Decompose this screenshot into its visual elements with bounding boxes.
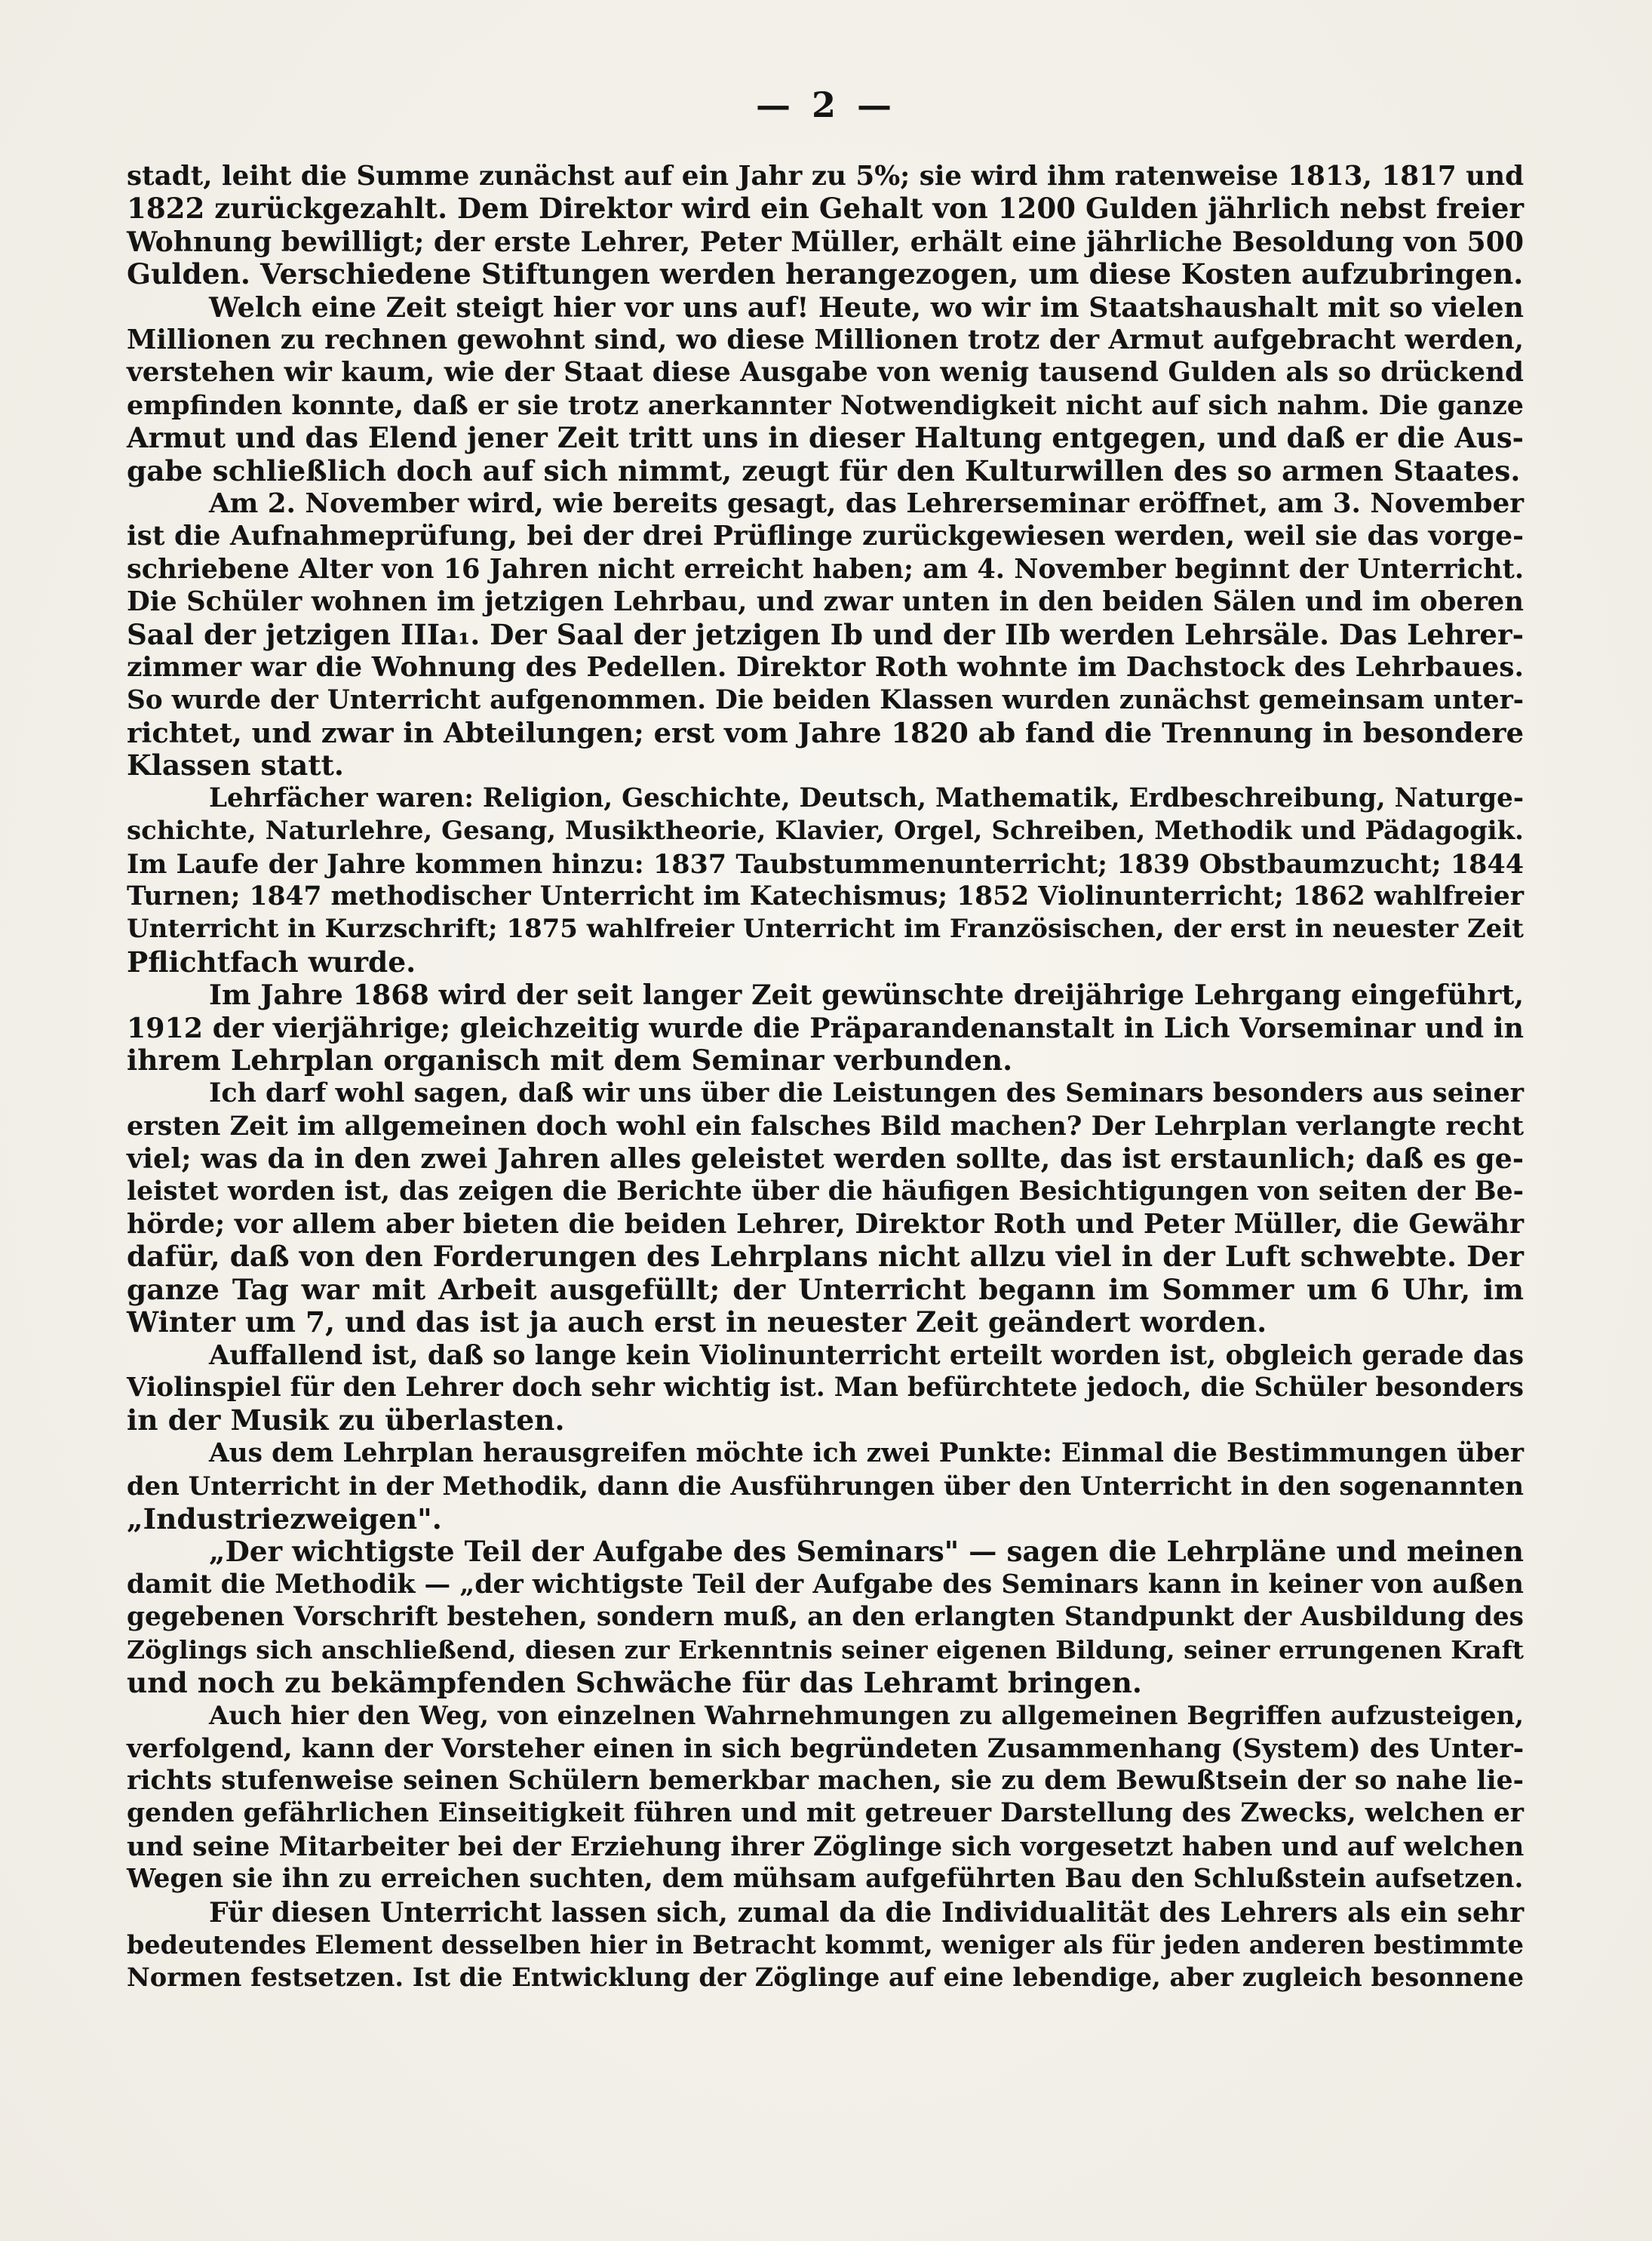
text-line: Millionen zu rechnen gewohnt sind, wo diese Millionen trotz der Armut aufgebracht werden, [127,324,1524,356]
text-line: empfinden konnte, daß er sie trotz anerkannter Notwendigkeit nicht auf sich nahm. Die ganze [127,389,1524,421]
text-line: Ich darf wohl sagen, daß wir uns über die Leistungen des Seminars besonders aus seiner [209,1077,1525,1109]
text-line: Die Schüler wohnen im jetzigen Lehrbau, und zwar unten in den beiden Sälen und im oberen [127,586,1524,618]
text-line: zimmer war die Wohnung des Pedellen. Direktor Roth wohnte im Dachstock des Lehrbaues. [127,651,1524,684]
text-line: 1822 zurückgezahlt. Dem Direktor wird ein Gehalt von 1200 Gulden jährlich nebst freier [127,192,1524,226]
text-line: ersten Zeit im allgemeinen doch wohl ein falsches Bild machen? Der Lehrplan verlangte recht [127,1110,1524,1142]
text-line: verfolgend, kann der Vorsteher einen in sich begründeten Zusammenhang (System) des Unter- [127,1732,1525,1764]
text-line: leistet worden ist, das zeigen die Berichte über die häufigen Besichtigungen von seiten der Be- [127,1176,1524,1207]
text-line: Welch eine Zeit steigt hier vor uns auf! Heute, wo wir im Staatshaushalt mit so vielen [209,290,1524,324]
text-line: den Unterricht in der Methodik, dann die Ausführungen über den Unterricht in den sogenannten [127,1471,1524,1502]
text-line: Winter um 7, und das ist ja auch erst in neuester Zeit geändert worden. [127,1305,1267,1339]
text-line: gegebenen Vorschrift bestehen, sondern muß, an den erlangten Standpunkt der Ausbildung des [127,1601,1524,1632]
body-text [127,160,1524,1994]
text-line: dafür, daß von den Forderungen des Lehrplans nicht allzu viel in der Luft schwebte. Der [127,1240,1524,1274]
page-number: — 2 — [755,85,897,125]
text-line: viel; was da in den zwei Jahren alles geleistet werden sollte, das ist erstaunlich; daß es ge- [127,1142,1524,1176]
text-line: Klassen statt. [127,749,344,782]
text-line: Im Laufe der Jahre kommen hinzu: 1837 Taubstummenunterricht; 1839 Obstbaumzucht; 1844 [127,848,1524,880]
text-line: „Industriezweigen". [127,1502,442,1536]
text-line: Violinspiel für den Lehrer doch sehr wichtig ist. Man befürchtete jedoch, die Schüler besonders [127,1373,1524,1403]
text-line: Wohnung bewilligt; der erste Lehrer, Peter Müller, erhält eine jährliche Besoldung von 500 [127,225,1524,258]
text-line: Turnen; 1847 methodischer Unterricht im Katechismus; 1852 Violinunterricht; 1862 wahlfreier [127,881,1524,911]
text-line: gabe schließlich doch auf sich nimmt, zeugt für den Kulturwillen des so armen Staates. [127,453,1521,487]
text-line: Saal der jetzigen IIIa₁. Der Saal der jetzigen Ib und der IIb werden Lehrsäle. Das Lehrer- [127,617,1524,651]
text-line: schichte, Naturlehre, Gesang, Musiktheorie, Klavier, Orgel, Schreiben, Methodik und Pädagogik. [127,816,1524,847]
text-line: genden gefährlichen Einseitigkeit führen und mit getreuer Darstellung des Zwecks, welchen er [127,1798,1524,1829]
text-line: Wegen sie ihn zu erreichen suchten, dem mühsam aufgeführten Bau den Schlußstein aufsetzen. [127,1864,1524,1895]
text-line: damit die Methodik — „der wichtigste Teil der Aufgabe des Seminars kann in keiner von außen [127,1569,1524,1600]
text-line: Gulden. Verschiedene Stiftungen werden herangezogen, um diese Kosten aufzubringen. [127,257,1524,291]
text-line: und seine Mitarbeiter bei der Erziehung ihrer Zöglinge sich vorgesetzt haben und auf welchen [127,1831,1525,1862]
text-line: richtet, und zwar in Abteilungen; erst vom Jahre 1820 ab fand die Trennung in besondere [127,715,1524,749]
text-line: hörde; vor allem aber bieten die beiden Lehrer, Direktor Roth und Peter Müller, die Gewähr [127,1208,1524,1240]
text-line: Auffallend ist, daß so lange kein Violinunterricht erteilt worden ist, obgleich gerade das [209,1339,1524,1371]
text-line: So wurde der Unterricht aufgenommen. Die beiden Klassen wurden zunächst gemeinsam unter- [127,684,1524,715]
text-line: in der Musik zu überlasten. [127,1403,565,1437]
text-line: Für diesen Unterricht lassen sich, zumal da die Individualität des Lehrers als ein sehr [209,1895,1525,1929]
text-line: Auch hier den Weg, von einzelnen Wahrnehmungen zu allgemeinen Begriffen aufzusteigen, [209,1700,1524,1731]
text-line: ist die Aufnahmeprüfung, bei der drei Prüflinge zurückgewiesen werden, weil sie das vorge- [127,520,1524,552]
text-line: 1912 der vierjährige; gleichzeitig wurde die Präparandenanstalt in Lich Vorseminar und in [127,1011,1524,1044]
text-line: ganze Tag war mit Arbeit ausgefüllt; der Unterricht begann im Sommer um 6 Uhr, im [127,1272,1524,1306]
text-line: richts stufenweise seinen Schülern bemerkbar machen, sie zu dem Bewußtsein der so nahe lie- [127,1765,1524,1796]
text-line: „Der wichtigste Teil der Aufgabe des Seminars" — sagen die Lehrpläne und meinen [209,1535,1524,1569]
text-line: stadt, leiht die Summe zunächst auf ein Jahr zu 5%; sie wird ihm ratenweise 1813, 1817 und [127,160,1525,192]
text-line: Zöglings sich anschließend, diesen zur Erkenntnis seiner eigenen Bildung, seiner errungenen Kraft [127,1635,1524,1665]
text-line: Am 2. November wird, wie bereits gesagt, das Lehrerseminar eröffnet, am 3. November [209,488,1524,520]
text-line: Aus dem Lehrplan herausgreifen möchte ich zwei Punkte: Einmal die Bestimmungen über [209,1437,1524,1468]
text-line: Armut und das Elend jener Zeit tritt uns in dieser Haltung entgegen, und daß er die Aus- [127,421,1524,455]
text-line: Im Jahre 1868 wird der seit langer Zeit gewünschte dreijährige Lehrgang eingeführt, [209,979,1524,1012]
text-line: Pflichtfach wurde. [127,945,416,979]
text-line: Normen festsetzen. Ist die Entwicklung der Zöglinge auf eine lebendige, aber zugleich besonnene [127,1962,1524,1993]
text-line: Lehrfächer waren: Religion, Geschichte, Deutsch, Mathematik, Erdbeschreibung, Naturge- [209,782,1525,813]
text-line: verstehen wir kaum, wie der Staat diese Ausgabe von wenig tausend Gulden als so drückend [127,356,1524,389]
text-line: schriebene Alter von 16 Jahren nicht erreicht haben; am 4. November beginnt der Unterricht. [127,553,1525,585]
text-line: und noch zu bekämpfenden Schwäche für das Lehramt bringen. [127,1665,1142,1699]
text-line: ihrem Lehrplan organisch mit dem Seminar verbunden. [127,1043,1013,1077]
text-line: Unterricht in Kurzschrift; 1875 wahlfreier Unterricht im Französischen, der erst in neuester Zeit [127,914,1524,945]
text-line: bedeutendes Element desselben hier in Betracht kommt, weniger als für jeden anderen bestimmte [127,1929,1524,1960]
